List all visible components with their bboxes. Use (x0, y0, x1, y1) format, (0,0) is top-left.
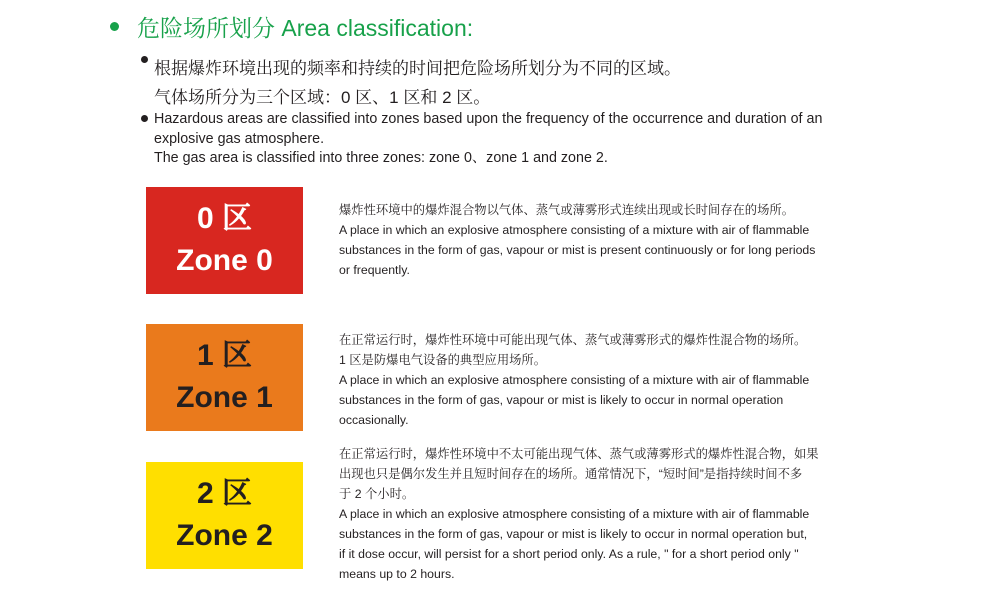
zone-2-desc-line: if it dose occur, will persist for a short period only. As a rule, " for a short period only " (339, 547, 799, 561)
zone-0-desc-line: substances in the form of gas, vapour or mist is present continuously or for long periods (339, 243, 816, 257)
green-bullet-icon (110, 22, 119, 31)
zone-0-desc-line: 爆炸性环境中的爆炸混合物以气体、蒸气或薄雾形式连续出现或长时间存在的场所。 (339, 203, 794, 217)
intro-en-line-2: explosive gas atmosphere. (154, 131, 325, 147)
zone-2-desc-line: 出现也只是偶尔发生并且短时间存在的场所。通常情况下，“短时间”是指持续时间不多 (339, 467, 803, 481)
section-title-text: 危险场所划分 Area classification: (137, 15, 474, 41)
zone-1-desc-line: occasionally. (339, 413, 409, 427)
bullet-icon (139, 50, 150, 68)
zone-1-desc-line: A place in which an explosive atmosphere consisting of a mixture with air of flammable (339, 373, 810, 387)
intro-cn-line-1: 根据爆炸环境出现的频率和持续的时间把危险场所划分为不同的区域。 (154, 59, 681, 78)
zone-0-badge (146, 187, 303, 294)
zone-2-badge (146, 462, 303, 569)
zone-1-desc-line: 1 区是防爆电气设备的典型应用场所。 (339, 353, 547, 367)
zone-0-label-cn: 0 区 (196, 201, 253, 235)
zone-2-desc-line: substances in the form of gas, vapour or mist is likely to occur in normal operation but, (339, 527, 808, 541)
zone-2-description (339, 444, 861, 584)
intro-en-line-3: The gas area is classified into three zones: zone 0、zone 1 and zone 2. (154, 150, 608, 166)
section-title (110, 10, 473, 43)
zone-0-desc-line: or frequently. (339, 263, 410, 277)
zone-1-desc-line: substances in the form of gas, vapour or mist is likely to occur in normal operation (339, 393, 784, 407)
zone-0-desc-line: A place in which an explosive atmosphere consisting of a mixture with air of flammable (339, 223, 810, 237)
bullet-icon (139, 109, 150, 127)
zone-0-label-en: Zone 0 (176, 243, 273, 277)
zone-1-description (339, 330, 861, 430)
zone-1-badge (146, 324, 303, 431)
zone-1-label-en: Zone 1 (176, 380, 273, 414)
zone-2-label-cn: 2 区 (196, 476, 253, 510)
intro-cn-line-2: 气体场所分为三个区域：0 区、1 区和 2 区。 (154, 88, 491, 107)
zone-2-desc-line: A place in which an explosive atmosphere consisting of a mixture with air of flammable (339, 507, 810, 521)
zone-2-label-en: Zone 2 (176, 518, 273, 552)
zone-0-description (339, 200, 861, 280)
zone-2-desc-line: 在正常运行时，爆炸性环境中不太可能出现气体、蒸气或薄雾形式的爆炸性混合物，如果 (339, 447, 819, 461)
zone-1-desc-line: 在正常运行时，爆炸性环境中可能出现气体、蒸气或薄雾形式的爆炸性混合物的场所。 (339, 333, 807, 347)
zone-2-desc-line: means up to 2 hours. (339, 567, 455, 581)
zone-2-desc-line: 于 2 个小时。 (339, 487, 415, 501)
intro-en-line-1: Hazardous areas are classified into zones based upon the frequency of the occurrence and duration of an (154, 111, 823, 127)
zone-1-label-cn: 1 区 (196, 338, 253, 372)
